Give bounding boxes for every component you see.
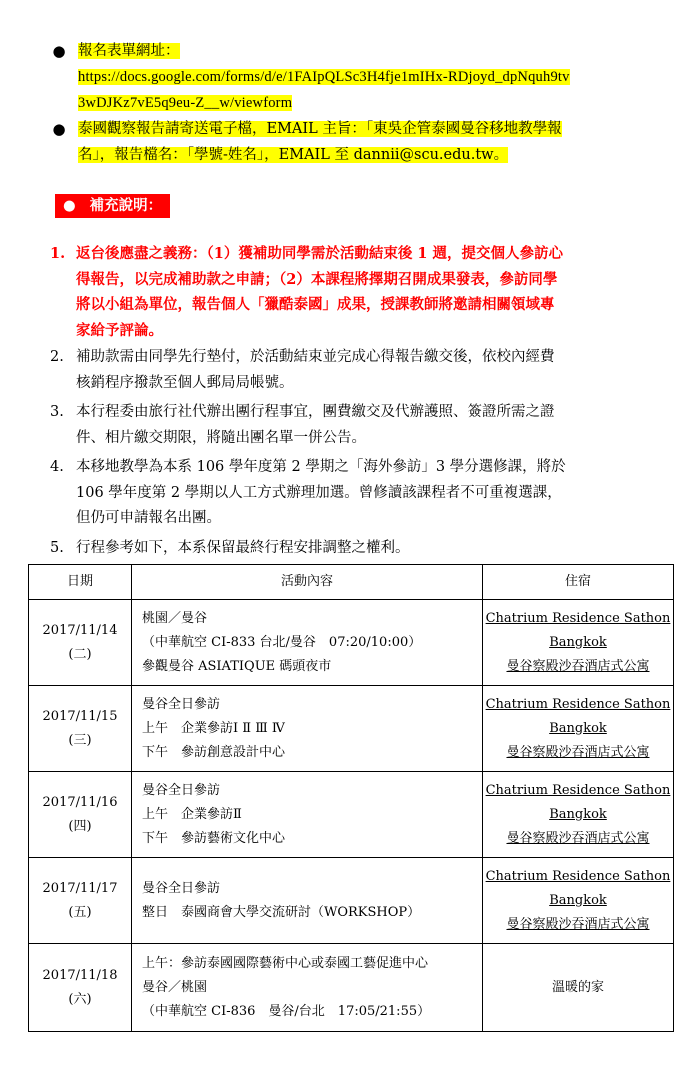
table-header-row	[29, 565, 674, 600]
hotel-link[interactable]: Bangkok	[549, 806, 607, 822]
note-line: 本移地教學為本系 106 學年度第 2 學期之「海外參訪」3 學分選修課，將於	[76, 459, 566, 475]
row-date-cell	[29, 600, 132, 686]
registration-label: 報名表單網址：	[78, 43, 180, 59]
note-line: 將以小組為單位，報告個人「獵酷泰國」成果，授課教師將邀請相關領域專	[76, 296, 555, 313]
activity-line: 上午 企業參訪Ⅱ	[142, 806, 242, 822]
report-line-1: 泰國觀察報告請寄送電子檔，EMAIL 主旨：「東吳企管泰國曼谷移地教學報	[78, 121, 562, 137]
note-line: 本行程委由旅行社代辦出團行程事宜，團費繳交及代辦護照、簽證所需之證	[76, 404, 555, 420]
note-number: 3.	[50, 404, 64, 420]
note-line: 得報告，以完成補助款之申請；（2）本課程將擇期召開成果發表，參訪同學	[76, 270, 558, 288]
hotel-link[interactable]: 曼谷察殿沙吞酒店式公寓	[506, 744, 650, 760]
note-line: 返台後應盡之義務：（1）獲補助同學需於活動結束後 1 週，提交個人參訪心	[76, 245, 564, 262]
activity-line: 下午 參訪藝術文化中心	[142, 830, 286, 846]
hotel-link[interactable]: 曼谷察殿沙吞酒店式公寓	[506, 916, 650, 932]
report-line-2: 名」，報告檔名：「學號-姓名」，EMAIL 至 dannii@scu.edu.tw。	[78, 147, 509, 163]
row-accommodation-cell	[483, 772, 674, 858]
row-date: 2017/11/15	[42, 708, 118, 724]
note-number: 2.	[50, 349, 64, 365]
hotel-link[interactable]: Bangkok	[549, 892, 607, 908]
row-activities-cell	[132, 944, 483, 1032]
activity-line: 桃園／曼谷	[142, 610, 208, 626]
hotel-link[interactable]: Bangkok	[549, 634, 607, 650]
note-line: 核銷程序撥款至個人郵局局帳號。	[76, 374, 294, 391]
header-activities: 活動內容	[132, 565, 483, 600]
activity-line: 曼谷全日參訪	[142, 782, 221, 798]
row-date: 2017/11/18	[42, 967, 118, 983]
supplement-heading-text: 補充說明：	[89, 197, 163, 214]
note-line: 件、相片繳交期限，將隨出團名單一併公告。	[76, 429, 366, 446]
supplement-heading	[55, 194, 170, 218]
note-number: 4.	[50, 459, 64, 475]
activity-line: 曼谷／桃園	[142, 979, 208, 995]
note-line: 補助款需由同學先行墊付，於活動結束並完成心得報告繳交後，依校內經費	[76, 349, 555, 365]
row-day: (三)	[68, 732, 92, 748]
table-row	[29, 686, 674, 772]
row-date: 2017/11/14	[42, 622, 118, 638]
table-row	[29, 858, 674, 944]
note-number: 5.	[50, 540, 64, 556]
bullet-dot-icon: ●	[52, 120, 66, 138]
note-number: 1.	[50, 245, 66, 262]
row-accommodation-cell	[483, 600, 674, 686]
registration-url-line-1[interactable]: https://docs.google.com/forms/d/e/1FAIpQLSc3H4fje1mIHx-RDjoyd_dpNquh9tv	[78, 69, 570, 85]
row-day: (五)	[68, 904, 92, 920]
row-activities-cell	[132, 600, 483, 686]
note-line: 行程參考如下，本系保留最終行程安排調整之權利。	[76, 540, 410, 556]
activity-line: 參觀曼谷 ASIATIQUE 碼頭夜市	[142, 658, 332, 674]
row-accommodation-cell	[483, 944, 674, 1032]
bullet-report-email	[52, 116, 672, 170]
row-day: (二)	[68, 646, 92, 662]
activity-line: 整日 泰國商會大學交流研討（WORKSHOP）	[142, 904, 421, 920]
accommodation-text: 溫暖的家	[551, 979, 604, 995]
row-day: (六)	[68, 991, 92, 1007]
itinerary-table	[28, 564, 674, 1032]
row-activities-cell	[132, 686, 483, 772]
row-day: (四)	[68, 818, 92, 834]
row-date-cell	[29, 858, 132, 944]
bullet-dot-icon: ●	[63, 197, 76, 214]
activity-line: 上午：參訪泰國國際藝術中心或泰國工藝促進中心	[142, 955, 429, 971]
activity-line: 上午 企業參訪Ⅰ Ⅱ Ⅲ Ⅳ	[142, 720, 285, 736]
row-activities-cell	[132, 772, 483, 858]
header-date: 日期	[29, 565, 132, 600]
activity-line: 曼谷全日參訪	[142, 880, 221, 896]
bullet-dot-icon: ●	[52, 42, 66, 60]
note-line: 106 學年度第 2 學期以人工方式辦理加選。曾修讀該課程者不可重複選課，	[76, 484, 562, 501]
table-row	[29, 772, 674, 858]
row-activities-cell	[132, 858, 483, 944]
table-row	[29, 600, 674, 686]
hotel-link[interactable]: Chatrium Residence Sathon	[485, 610, 671, 626]
header-accommodation: 住宿	[483, 565, 674, 600]
activity-line: （中華航空 CI-833 台北/曼谷 07:20/10:00）	[142, 634, 422, 650]
row-date-cell	[29, 772, 132, 858]
hotel-link[interactable]: Bangkok	[549, 720, 607, 736]
table-row	[29, 944, 674, 1032]
hotel-link[interactable]: Chatrium Residence Sathon	[485, 782, 671, 798]
note-line: 但仍可申請報名出團。	[76, 510, 221, 526]
row-date: 2017/11/16	[42, 794, 118, 810]
hotel-link[interactable]: Chatrium Residence Sathon	[485, 868, 671, 884]
row-date-cell	[29, 944, 132, 1032]
activity-line: 下午 參訪創意設計中心	[142, 744, 286, 760]
activity-line: 曼谷全日參訪	[142, 696, 221, 712]
registration-url-line-2[interactable]: 3wDJKz7vE5q9eu-Z__w/viewform	[78, 95, 293, 111]
activity-line: （中華航空 CI-836 曼谷/台北 17:05/21:55）	[142, 1003, 431, 1019]
row-date: 2017/11/17	[42, 880, 118, 896]
note-line: 家給予評論。	[76, 321, 163, 339]
hotel-link[interactable]: Chatrium Residence Sathon	[485, 696, 671, 712]
hotel-link[interactable]: 曼谷察殿沙吞酒店式公寓	[506, 658, 650, 674]
row-accommodation-cell	[483, 858, 674, 944]
row-date-cell	[29, 686, 132, 772]
row-accommodation-cell	[483, 686, 674, 772]
bullet-registration-form	[52, 38, 672, 118]
hotel-link[interactable]: 曼谷察殿沙吞酒店式公寓	[506, 830, 650, 846]
